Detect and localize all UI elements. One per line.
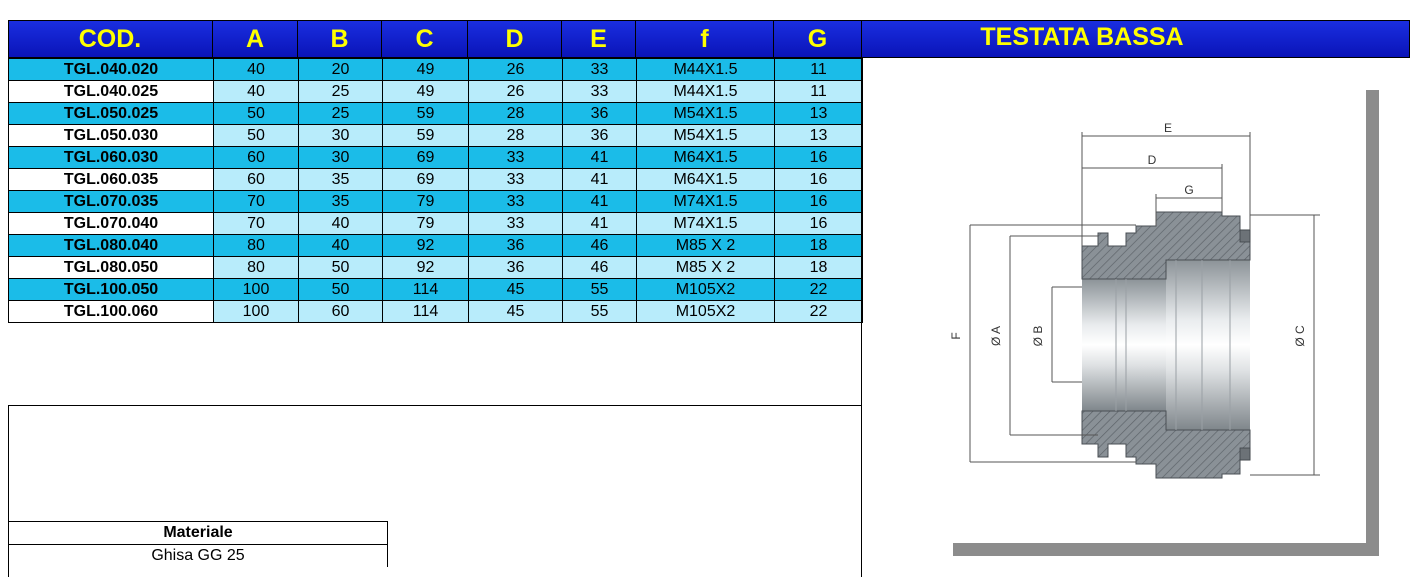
cell-g: 16 (775, 213, 863, 235)
cell-g: 16 (775, 191, 863, 213)
material-value: Ghisa GG 25 (151, 547, 245, 564)
cell-c: 59 (383, 125, 469, 147)
cell-g: 11 (775, 81, 863, 103)
cell-d: 26 (469, 81, 563, 103)
label-c: Ø C (1293, 325, 1307, 347)
cell-a: 100 (214, 279, 299, 301)
cell-g: 13 (775, 125, 863, 147)
cell-code: TGL.050.025 (9, 103, 214, 125)
table-row (9, 169, 863, 191)
label-g: G (1184, 183, 1194, 197)
cell-e: 55 (563, 279, 637, 301)
cell-a: 60 (214, 147, 299, 169)
cell-code: TGL.100.050 (9, 279, 214, 301)
col-header-c: C (382, 20, 468, 58)
cell-c: 69 (383, 147, 469, 169)
cell-code: TGL.080.050 (9, 257, 214, 279)
cell-b: 20 (299, 59, 383, 81)
cell-d: 36 (469, 235, 563, 257)
cell-e: 36 (563, 125, 637, 147)
table-row (9, 191, 863, 213)
cell-f: M64X1.5 (637, 147, 775, 169)
label-e: E (1163, 121, 1173, 135)
cell-code: TGL.050.030 (9, 125, 214, 147)
cell-code: TGL.040.025 (9, 81, 214, 103)
cell-f: M74X1.5 (637, 191, 775, 213)
cell-g: 16 (775, 169, 863, 191)
table-bottom-line (8, 405, 862, 406)
col-header-a: A (213, 20, 298, 58)
cell-d: 28 (469, 103, 563, 125)
cell-c: 59 (383, 103, 469, 125)
cell-e: 41 (563, 147, 637, 169)
cell-f: M54X1.5 (637, 103, 775, 125)
cell-g: 13 (775, 103, 863, 125)
cell-b: 30 (299, 147, 383, 169)
frame-shadow-right (1366, 90, 1379, 556)
cell-a: 100 (214, 301, 299, 323)
cell-b: 35 (299, 191, 383, 213)
cell-c: 49 (383, 59, 469, 81)
cell-a: 70 (214, 191, 299, 213)
cell-c: 92 (383, 235, 469, 257)
cell-b: 30 (299, 125, 383, 147)
table-row (9, 213, 863, 235)
cell-c: 79 (383, 213, 469, 235)
cell-d: 26 (469, 59, 563, 81)
cell-g: 18 (775, 235, 863, 257)
cell-code: TGL.060.030 (9, 147, 214, 169)
cell-c: 49 (383, 81, 469, 103)
cell-e: 33 (563, 81, 637, 103)
cell-code: TGL.080.040 (9, 235, 214, 257)
cell-d: 33 (469, 191, 563, 213)
cell-b: 25 (299, 81, 383, 103)
material-label: Materiale (9, 522, 387, 545)
cell-b: 60 (299, 301, 383, 323)
cell-e: 46 (563, 257, 637, 279)
col-header-cod: COD. (8, 20, 213, 58)
label-f: F (949, 332, 963, 340)
cell-code: TGL.060.035 (9, 169, 214, 191)
cell-d: 45 (469, 279, 563, 301)
cell-f: M85 X 2 (637, 257, 775, 279)
frame-shadow-bottom (953, 543, 1379, 556)
table-row (9, 125, 863, 147)
cell-g: 16 (775, 147, 863, 169)
cell-e: 36 (563, 103, 637, 125)
label-a: Ø A (989, 325, 1003, 347)
cell-a: 80 (214, 257, 299, 279)
cell-d: 45 (469, 301, 563, 323)
cell-d: 33 (469, 147, 563, 169)
cell-e: 55 (563, 301, 637, 323)
table-row (9, 147, 863, 169)
cell-f: M105X2 (637, 279, 775, 301)
cell-a: 50 (214, 125, 299, 147)
cell-b: 25 (299, 103, 383, 125)
cell-e: 41 (563, 169, 637, 191)
technical-drawing (930, 90, 1366, 543)
cell-f: M105X2 (637, 301, 775, 323)
right-border (861, 58, 862, 577)
cell-a: 70 (214, 213, 299, 235)
cell-d: 33 (469, 213, 563, 235)
cell-a: 80 (214, 235, 299, 257)
cell-e: 33 (563, 59, 637, 81)
part-bore (1082, 260, 1250, 430)
cell-f: M44X1.5 (637, 81, 775, 103)
cell-c: 69 (383, 169, 469, 191)
cell-a: 50 (214, 103, 299, 125)
table-row (9, 81, 863, 103)
col-header-b: B (298, 20, 382, 58)
cell-a: 40 (214, 81, 299, 103)
page-title: TESTATA BASSA (980, 23, 1184, 51)
cell-b: 40 (299, 213, 383, 235)
cell-f: M85 X 2 (637, 235, 775, 257)
cell-g: 11 (775, 59, 863, 81)
cell-g: 18 (775, 257, 863, 279)
cell-g: 22 (775, 301, 863, 323)
cell-f: M54X1.5 (637, 125, 775, 147)
table-row (9, 279, 863, 301)
cell-c: 114 (383, 301, 469, 323)
cell-d: 36 (469, 257, 563, 279)
cell-c: 79 (383, 191, 469, 213)
table-row (9, 257, 863, 279)
dimensions-table (8, 58, 863, 323)
table-row (9, 103, 863, 125)
col-header-f: f (636, 20, 774, 58)
cell-c: 114 (383, 279, 469, 301)
col-header-g: G (774, 20, 862, 58)
cell-f: M64X1.5 (637, 169, 775, 191)
table-row (9, 235, 863, 257)
label-d: D (1147, 153, 1157, 167)
col-header-d: D (468, 20, 562, 58)
col-header-e: E (562, 20, 636, 58)
cell-f: M44X1.5 (637, 59, 775, 81)
cell-a: 40 (214, 59, 299, 81)
cell-e: 41 (563, 191, 637, 213)
cell-f: M74X1.5 (637, 213, 775, 235)
table-row (9, 301, 863, 323)
table-row (9, 59, 863, 81)
cell-b: 50 (299, 279, 383, 301)
cell-b: 40 (299, 235, 383, 257)
cell-code: TGL.070.035 (9, 191, 214, 213)
cell-e: 46 (563, 235, 637, 257)
cell-b: 50 (299, 257, 383, 279)
cell-g: 22 (775, 279, 863, 301)
cell-c: 92 (383, 257, 469, 279)
cell-e: 41 (563, 213, 637, 235)
cell-b: 35 (299, 169, 383, 191)
material-box (8, 521, 388, 567)
cell-d: 28 (469, 125, 563, 147)
cell-code: TGL.100.060 (9, 301, 214, 323)
cell-code: TGL.070.040 (9, 213, 214, 235)
cell-code: TGL.040.020 (9, 59, 214, 81)
cell-a: 60 (214, 169, 299, 191)
label-b: Ø B (1031, 325, 1045, 347)
cell-d: 33 (469, 169, 563, 191)
